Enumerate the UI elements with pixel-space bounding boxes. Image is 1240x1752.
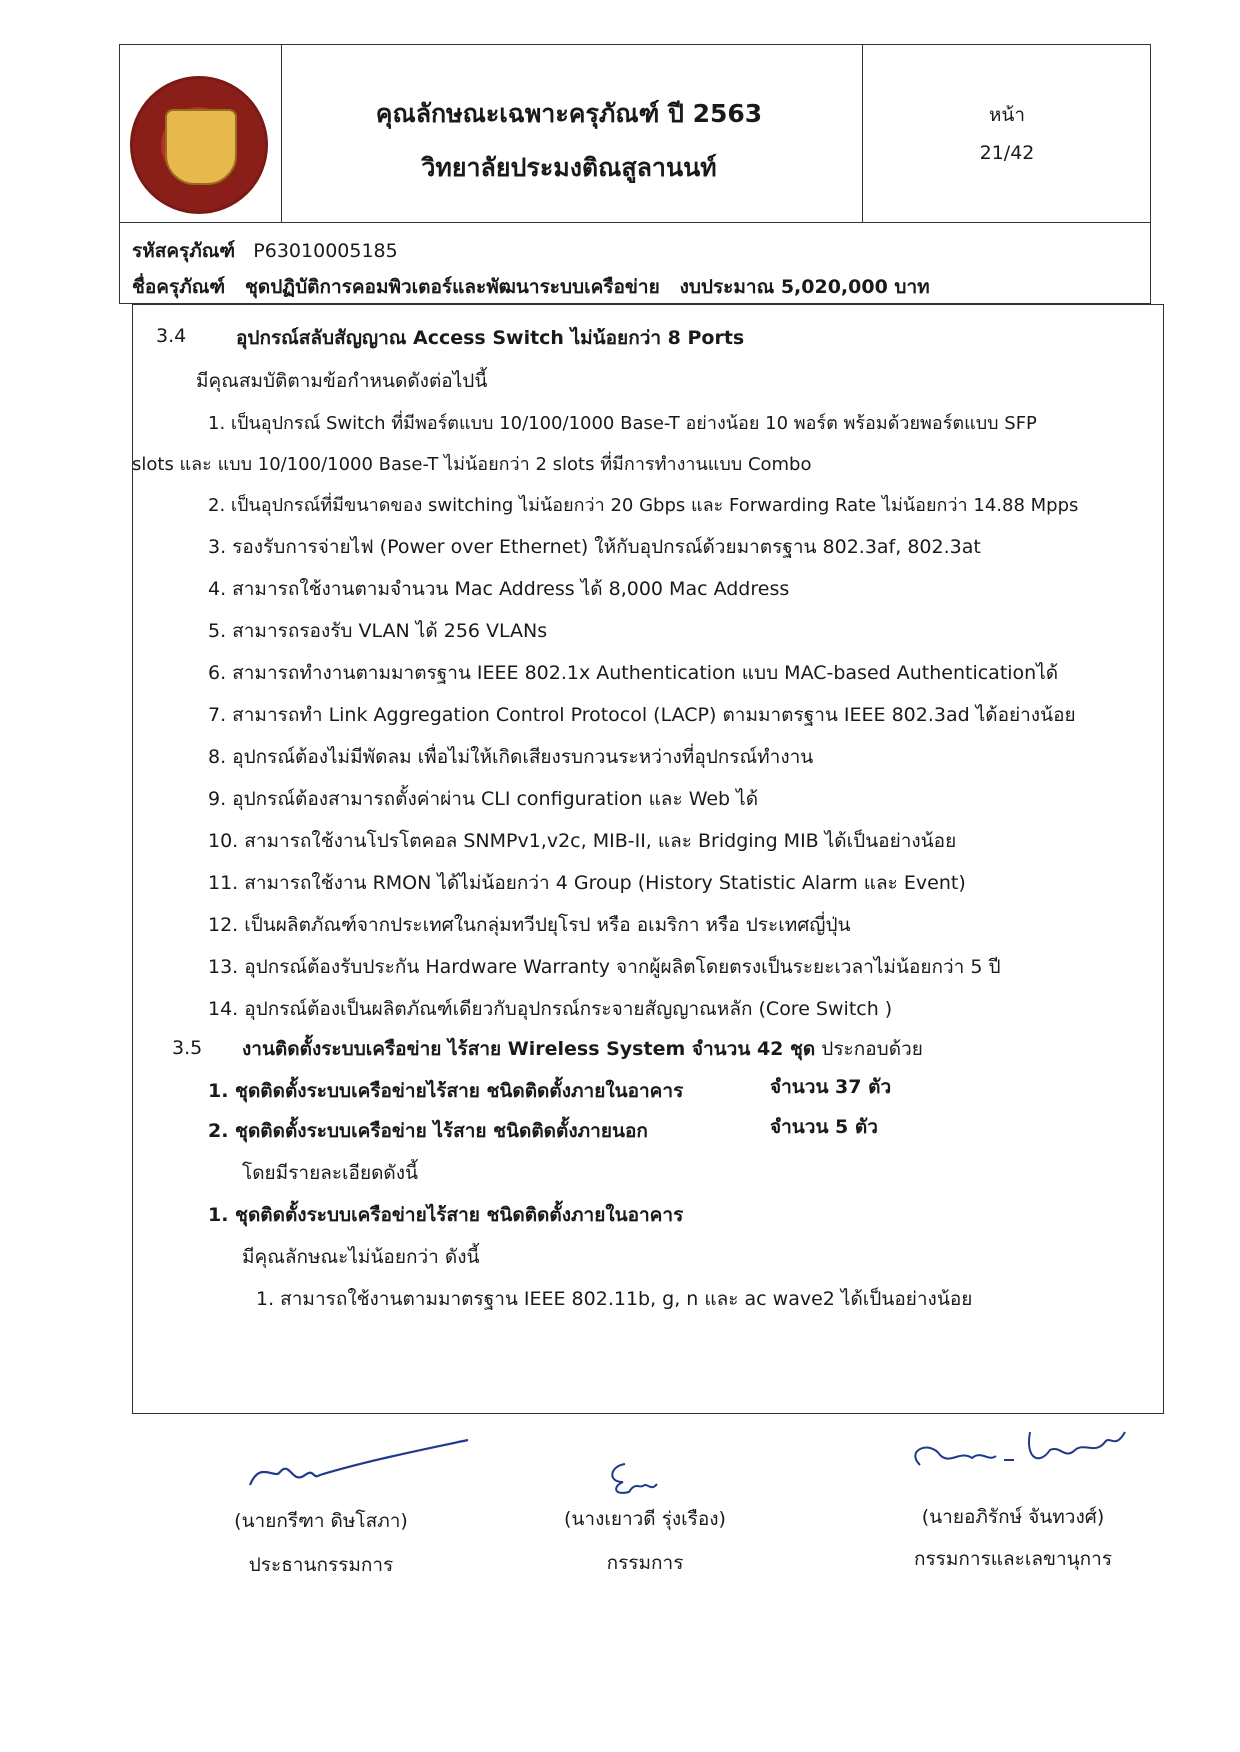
equipment-name-row	[132, 272, 930, 302]
signature-3-scribble	[900, 1420, 1130, 1490]
spec-item: 4. สามารถใช้งานตามจำนวน Mac Address ได้ 8,000 Mac Address	[208, 578, 790, 600]
spec-item: 5. สามารถรองรับ VLAN ได้ 256 VLANs	[208, 620, 548, 642]
equipment-budget: งบประมาณ 5,020,000 บาท	[679, 276, 930, 298]
detail-intro: โดยมีรายละเอียดดังนี้	[242, 1162, 419, 1184]
spec-item: 9. อุปกรณ์ต้องสามารถตั้งค่าผ่าน CLI configuration และ Web ได้	[208, 788, 759, 810]
equipment-name-label: ชื่อครุภัณฑ์	[132, 276, 226, 298]
spec-item: 6. สามารถทำงานตามมาตรฐาน IEEE 802.1x Authentication แบบ MAC-based Authenticationได้	[208, 662, 1059, 684]
spec-item: 2. เป็นอุปกรณ์ที่มีขนาดของ switching ไม่น้อยกว่า 20 Gbps และ Forwarding Rate ไม่น้อยกว่า 14.88 Mpps	[208, 495, 1079, 516]
spec-item: 7. สามารถทำ Link Aggregation Control Protocol (LACP) ตามมาตรฐาน IEEE 802.3ad ได้อย่างน้อย	[208, 704, 1076, 726]
sub-heading: 1. ชุดติดตั้งระบบเครือข่ายไร้สาย ชนิดติดตั้งภายในอาคาร	[208, 1204, 684, 1226]
signature-1-role: ประธานกรรมการ	[248, 1554, 394, 1576]
equipment-code-row	[132, 236, 398, 266]
institution-name: วิทยาลัยประมงติณสูลานนท์	[421, 153, 717, 182]
section-3-4-title: อุปกรณ์สลับสัญญาณ Access Switch ไม่น้อยกว่า 8 Ports	[236, 327, 745, 349]
spec-item: 13. อุปกรณ์ต้องรับประกัน Hardware Warranty จากผู้ผลิตโดยตรงเป็นระยะเวลาไม่น้อยกว่า 5 ปี	[208, 956, 1001, 978]
signature-3-name: (นายอภิรักษ์ จันทวงศ์)	[921, 1506, 1105, 1528]
wireless-set-label: 1. ชุดติดตั้งระบบเครือข่ายไร้สาย ชนิดติดตั้งภายในอาคาร	[208, 1080, 684, 1102]
equipment-code-value: P63010005185	[253, 240, 398, 262]
sub-intro: มีคุณลักษณะไม่น้อยกว่า ดังนี้	[242, 1246, 480, 1268]
signature-2-scribble	[595, 1452, 675, 1502]
spec-item: 12. เป็นผลิตภัณฑ์จากประเทศในกลุ่มทวีปยุโรป หรือ อเมริกา หรือ ประเทศญี่ปุ่น	[208, 914, 851, 936]
institution-seal-logo	[130, 76, 268, 214]
header-divider-right	[862, 45, 863, 222]
wireless-set-label: 2. ชุดติดตั้งระบบเครือข่าย ไร้สาย ชนิดติดตั้งภายนอก	[208, 1120, 648, 1142]
spec-item: 8. อุปกรณ์ต้องไม่มีพัดลม เพื่อไม่ให้เกิดเสียงรบกวนระหว่างที่อุปกรณ์ทำงาน	[208, 746, 814, 768]
spec-item: 1. สามารถใช้งานตามมาตรฐาน IEEE 802.11b, g, n และ ac wave2 ได้เป็นอย่างน้อย	[256, 1288, 973, 1310]
equipment-code-label: รหัสครุภัณฑ์	[132, 240, 236, 262]
spec-item: 14. อุปกรณ์ต้องเป็นผลิตภัณฑ์เดียวกับอุปกรณ์กระจายสัญญาณหลัก (Core Switch )	[208, 998, 893, 1020]
wireless-set-qty: จำนวน 37 ตัว	[770, 1076, 892, 1098]
signature-1-scribble	[220, 1430, 480, 1500]
signature-2-name: (นางเยาวดี รุ่งเรือง)	[564, 1508, 726, 1530]
spec-item-continuation: slots และ แบบ 10/100/1000 Base-T ไม่น้อยกว่า 2 slots ที่มีการทำงานแบบ Combo	[132, 454, 812, 475]
equipment-name-value: ชุดปฏิบัติการคอมพิวเตอร์และพัฒนาระบบเครือข่าย	[245, 276, 660, 298]
signature-2-role: กรรมการ	[606, 1552, 684, 1574]
signature-3-role: กรรมการและเลขานุการ	[913, 1548, 1113, 1570]
document-title: คุณลักษณะเฉพาะครุภัณฑ์ ปี 2563	[375, 99, 763, 128]
section-3-5-title-suffix: ประกอบด้วย	[821, 1038, 923, 1060]
signature-1-name: (นายกรีฑา ดิษโสภา)	[234, 1510, 408, 1532]
page-label: หน้า	[988, 104, 1026, 126]
spec-item: 11. สามารถใช้งาน RMON ได้ไม่น้อยกว่า 4 Group (History Statistic Alarm และ Event)	[208, 872, 966, 894]
spec-item: 3. รองรับการจ่ายไฟ (Power over Ethernet) ให้กับอุปกรณ์ด้วยมาตรฐาน 802.3af, 802.3at	[208, 536, 981, 558]
section-3-4-number: 3.4	[156, 325, 187, 347]
seal-emblem-icon	[165, 109, 237, 185]
section-3-5-heading	[242, 1034, 923, 1064]
spec-item: 1. เป็นอุปกรณ์ Switch ที่มีพอร์ตแบบ 10/100/1000 Base-T อย่างน้อย 10 พอร์ต พร้อมด้วยพอร์ตแบบ SFP	[208, 413, 1037, 434]
spec-item: 10. สามารถใช้งานโปรโตคอล SNMPv1,v2c, MIB-II, และ Bridging MIB ได้เป็นอย่างน้อย	[208, 830, 957, 852]
section-3-4-intro: มีคุณสมบัติตามข้อกำหนดดังต่อไปนี้	[196, 370, 488, 392]
page-number: 21/42	[979, 142, 1035, 164]
wireless-set-qty: จำนวน 5 ตัว	[770, 1116, 878, 1138]
section-3-5-number: 3.5	[172, 1037, 203, 1059]
section-3-5-title: งานติดตั้งระบบเครือข่าย ไร้สาย Wireless System จำนวน 42 ชุด	[242, 1038, 816, 1060]
